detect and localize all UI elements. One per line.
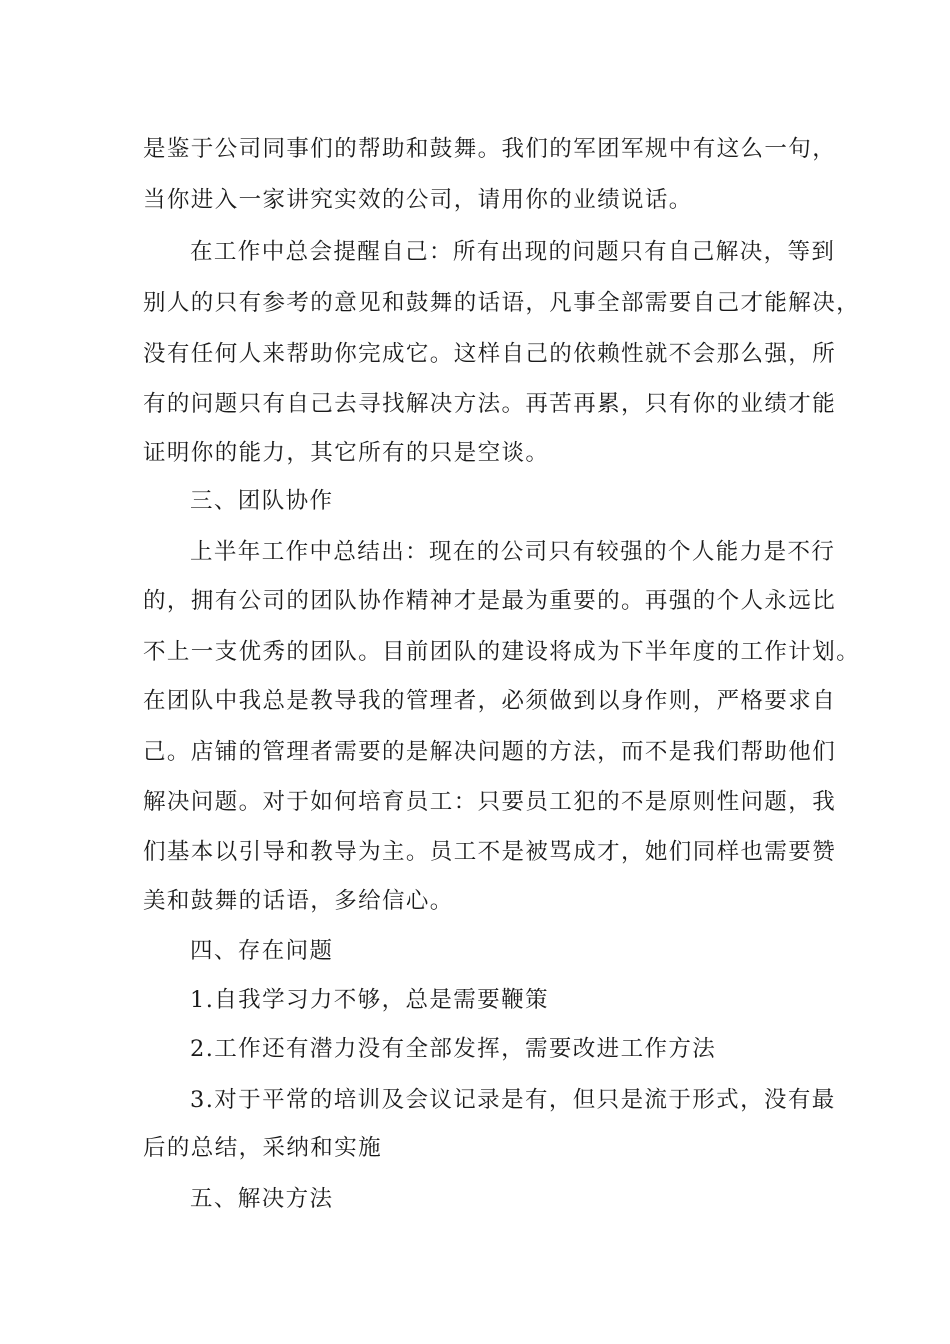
section-heading: 四、存在问题 <box>190 938 334 964</box>
paragraph-line: 不上一支优秀的团队。目前团队的建设将成为下半年度的工作计划。 <box>143 639 861 665</box>
paragraph-line: 上半年工作中总结出：现在的公司只有较强的个人能力是不行 <box>190 539 836 565</box>
paragraph-line: 在团队中我总是教导我的管理者，必须做到以身作则，严格要求自 <box>143 688 837 714</box>
paragraph-line: 在工作中总会提醒自己：所有出现的问题只有自己解决，等到 <box>190 239 836 265</box>
list-item: 2.工作还有潜力没有全部发挥，需要改进工作方法 <box>190 1036 717 1062</box>
paragraph-line: 是鉴于公司同事们的帮助和鼓舞。我们的军团军规中有这么一句， <box>143 136 837 162</box>
list-item: 1.自我学习力不够，总是需要鞭策 <box>190 987 549 1013</box>
section-heading: 五、解决方法 <box>190 1186 334 1212</box>
paragraph-line: 当你进入一家讲究实效的公司，请用你的业绩说话。 <box>143 187 693 213</box>
paragraph-line: 美和鼓舞的话语，多给信心。 <box>143 888 454 914</box>
list-item-continuation: 后的总结，采纳和实施 <box>143 1135 383 1161</box>
paragraph-line: 证明你的能力，其它所有的只是空谈。 <box>143 440 550 466</box>
paragraph-line: 己。店铺的管理者需要的是解决问题的方法，而不是我们帮助他们 <box>143 739 837 765</box>
paragraph-line: 的，拥有公司的团队协作精神才是最为重要的。再强的个人永远比 <box>143 588 837 614</box>
paragraph-line: 没有任何人来帮助你完成它。这样自己的依赖性就不会那么强，所 <box>143 341 837 367</box>
list-item: 3.对于平常的培训及会议记录是有，但只是流于形式，没有最 <box>190 1087 836 1113</box>
paragraph-line: 们基本以引导和教导为主。员工不是被骂成才，她们同样也需要赞 <box>143 839 837 865</box>
section-heading: 三、团队协作 <box>190 488 334 514</box>
paragraph-line: 有的问题只有自己去寻找解决方法。再苦再累，只有你的业绩才能 <box>143 391 837 417</box>
paragraph-line: 别人的只有参考的意见和鼓舞的话语，凡事全部需要自己才能解决， <box>143 290 861 316</box>
paragraph-line: 解决问题。对于如何培育员工：只要员工犯的不是原则性问题，我 <box>143 789 837 815</box>
